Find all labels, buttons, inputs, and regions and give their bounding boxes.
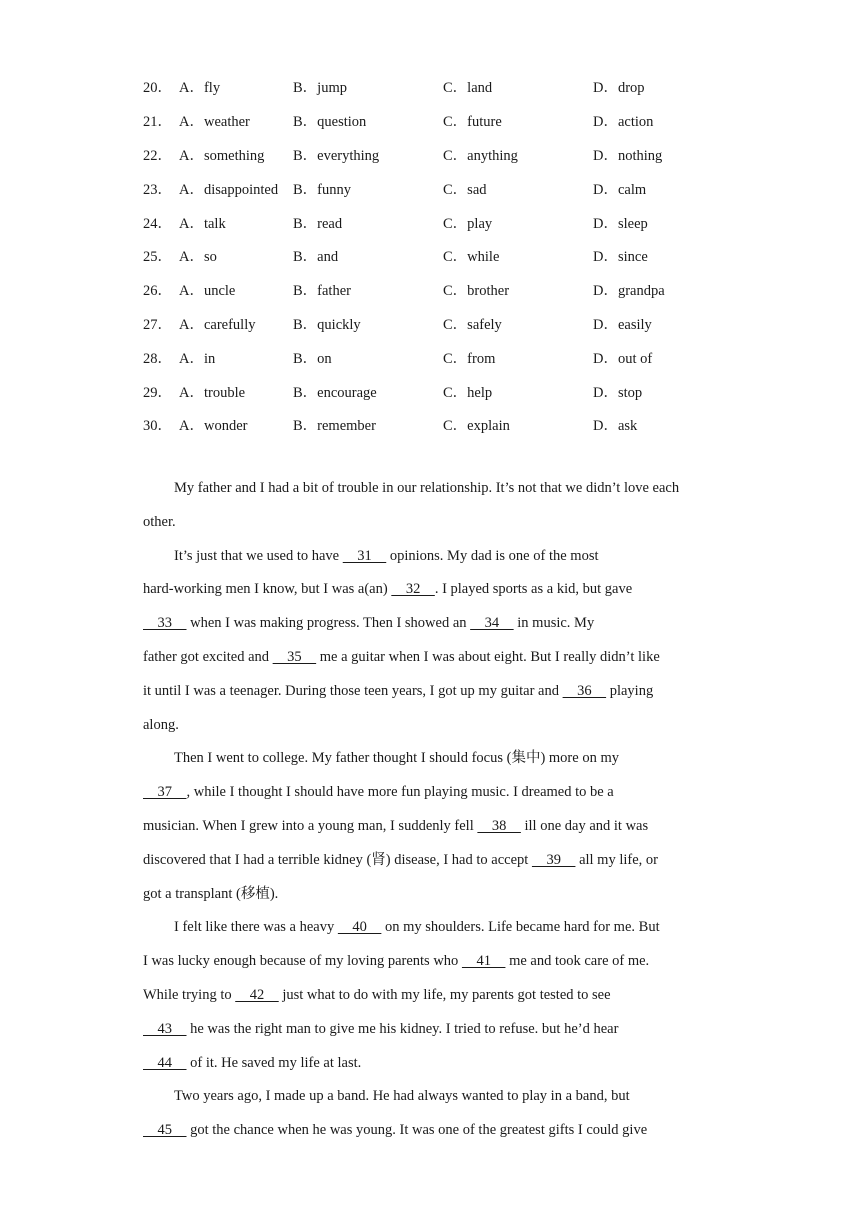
option-b[interactable]: B．remember (293, 418, 376, 435)
question-row (143, 273, 743, 307)
option-b[interactable]: B．jump (293, 80, 347, 97)
blank-36[interactable]: 36 (562, 682, 607, 699)
question-row (143, 70, 743, 104)
option-d[interactable]: D．calm (593, 181, 647, 198)
question-row (143, 307, 743, 341)
passage-line: 43 he was the right man to give me his kidney. I tried to refuse. but he’d hear (143, 1013, 723, 1047)
question-row (143, 340, 743, 374)
blank-42[interactable]: 42 (235, 986, 279, 1003)
cloze-passage (143, 472, 723, 1148)
question-row (143, 205, 743, 239)
question-number: 22． (143, 147, 172, 164)
question-row (143, 104, 743, 138)
option-a[interactable]: A．something (179, 147, 265, 164)
question-number: 23． (143, 181, 172, 198)
option-d[interactable]: D．since (593, 249, 648, 266)
option-d[interactable]: D．ask (593, 418, 638, 435)
option-a[interactable]: A．trouble (179, 384, 246, 401)
passage-line: While trying to 42 just what to do with my life, my parents got tested to see (143, 979, 723, 1013)
option-c[interactable]: C．help (443, 384, 493, 401)
option-d[interactable]: D．stop (593, 384, 643, 401)
option-c[interactable]: C．land (443, 80, 493, 97)
passage-line: father got excited and 35 me a guitar when I was about eight. But I really didn’t like (143, 641, 723, 675)
option-c[interactable]: C．safely (443, 316, 502, 333)
option-b[interactable]: B．everything (293, 147, 380, 164)
passage-line: 33 when I was making progress. Then I showed an 34 in music. My (143, 607, 723, 641)
option-c[interactable]: C．sad (443, 181, 487, 198)
passage-line: Then I went to college. My father thought I should focus (集中) more on my (174, 750, 619, 767)
passage-line: 37 , while I thought I should have more fun playing music. I dreamed to be a (143, 776, 723, 810)
question-number: 27． (143, 316, 172, 333)
passage-line: 45 got the chance when he was young. It was one of the greatest gifts I could give (143, 1114, 723, 1148)
passage-line: I felt like there was a heavy 40 on my shoulders. Life became hard for me. But (143, 911, 723, 945)
blank-32[interactable]: 32 (391, 581, 435, 598)
question-number: 21． (143, 114, 172, 131)
question-row (143, 408, 743, 442)
question-row (143, 171, 743, 205)
question-number: 24． (143, 215, 172, 232)
blank-45[interactable]: 45 (143, 1122, 187, 1139)
passage-line: Two years ago, I made up a band. He had always wanted to play in a band, but (174, 1088, 630, 1105)
option-c[interactable]: C．future (443, 114, 502, 131)
option-b[interactable]: B．on (293, 350, 332, 367)
passage-line: got a transplant (移植). (143, 885, 279, 902)
blank-39[interactable]: 39 (531, 851, 576, 868)
option-a[interactable]: A．so (179, 249, 217, 266)
question-row (143, 138, 743, 172)
option-a[interactable]: A．talk (179, 215, 226, 232)
option-a[interactable]: A．disappointed (179, 181, 279, 198)
passage-line: other. (143, 513, 176, 530)
passage-line: musician. When I grew into a young man, I suddenly fell 38 ill one day and it was (143, 810, 723, 844)
blank-44[interactable]: 44 (143, 1054, 187, 1071)
option-a[interactable]: A．fly (179, 80, 221, 97)
option-b[interactable]: B．and (293, 249, 339, 266)
answer-options (143, 70, 743, 442)
question-number: 25． (143, 249, 172, 266)
option-a[interactable]: A．in (179, 350, 216, 367)
option-a[interactable]: A．wonder (179, 418, 248, 435)
option-d[interactable]: D．grandpa (593, 283, 665, 300)
option-a[interactable]: A．carefully (179, 316, 256, 333)
question-number: 20． (143, 80, 172, 97)
blank-37[interactable]: 37 (143, 784, 187, 801)
option-c[interactable]: C．explain (443, 418, 510, 435)
question-row (143, 374, 743, 408)
passage-line: hard-working men I know, but I was a(an) 32 . I played sports as a kid, but gave (143, 573, 723, 607)
option-b[interactable]: B．funny (293, 181, 351, 198)
passage-line: It’s just that we used to have 31 opinions. My dad is one of the most (143, 540, 723, 574)
option-d[interactable]: D．action (593, 114, 654, 131)
blank-41[interactable]: 41 (461, 953, 506, 970)
question-row (143, 239, 743, 273)
option-d[interactable]: D．sleep (593, 215, 648, 232)
question-number: 28． (143, 350, 172, 367)
passage-line: along. (143, 716, 179, 733)
blank-38[interactable]: 38 (477, 817, 521, 834)
blank-31[interactable]: 31 (342, 547, 387, 564)
passage-line: I was lucky enough because of my loving parents who 41 me and took care of me. (143, 945, 723, 979)
option-c[interactable]: C．brother (443, 283, 510, 300)
blank-35[interactable]: 35 (272, 648, 317, 665)
blank-40[interactable]: 40 (337, 919, 382, 936)
option-c[interactable]: C．anything (443, 147, 518, 164)
blank-43[interactable]: 43 (143, 1020, 187, 1037)
option-d[interactable]: D．out of (593, 350, 653, 367)
passage-line: it until I was a teenager. During those teen years, I got up my guitar and 36 playing (143, 675, 723, 709)
option-a[interactable]: A．uncle (179, 283, 236, 300)
question-number: 26． (143, 283, 172, 300)
option-d[interactable]: D．nothing (593, 147, 663, 164)
option-b[interactable]: B．read (293, 215, 343, 232)
option-c[interactable]: C．from (443, 350, 496, 367)
option-b[interactable]: B．quickly (293, 316, 361, 333)
blank-33[interactable]: 33 (143, 615, 187, 632)
option-a[interactable]: A．weather (179, 114, 250, 131)
option-b[interactable]: B．encourage (293, 384, 377, 401)
question-number: 29． (143, 384, 172, 401)
option-d[interactable]: D．easily (593, 316, 652, 333)
option-d[interactable]: D．drop (593, 80, 645, 97)
option-b[interactable]: B．question (293, 114, 367, 131)
blank-34[interactable]: 34 (470, 615, 514, 632)
option-c[interactable]: C．while (443, 249, 500, 266)
passage-line: My father and I had a bit of trouble in our relationship. It’s not that we didn’t love each (174, 480, 680, 496)
passage-line: discovered that I had a terrible kidney (肾) disease, I had to accept 39 all my life, or (143, 844, 723, 878)
question-number: 30． (143, 418, 172, 435)
option-b[interactable]: B．father (293, 283, 351, 300)
passage-line: 44 of it. He saved my life at last. (143, 1047, 723, 1081)
option-c[interactable]: C．play (443, 215, 493, 232)
